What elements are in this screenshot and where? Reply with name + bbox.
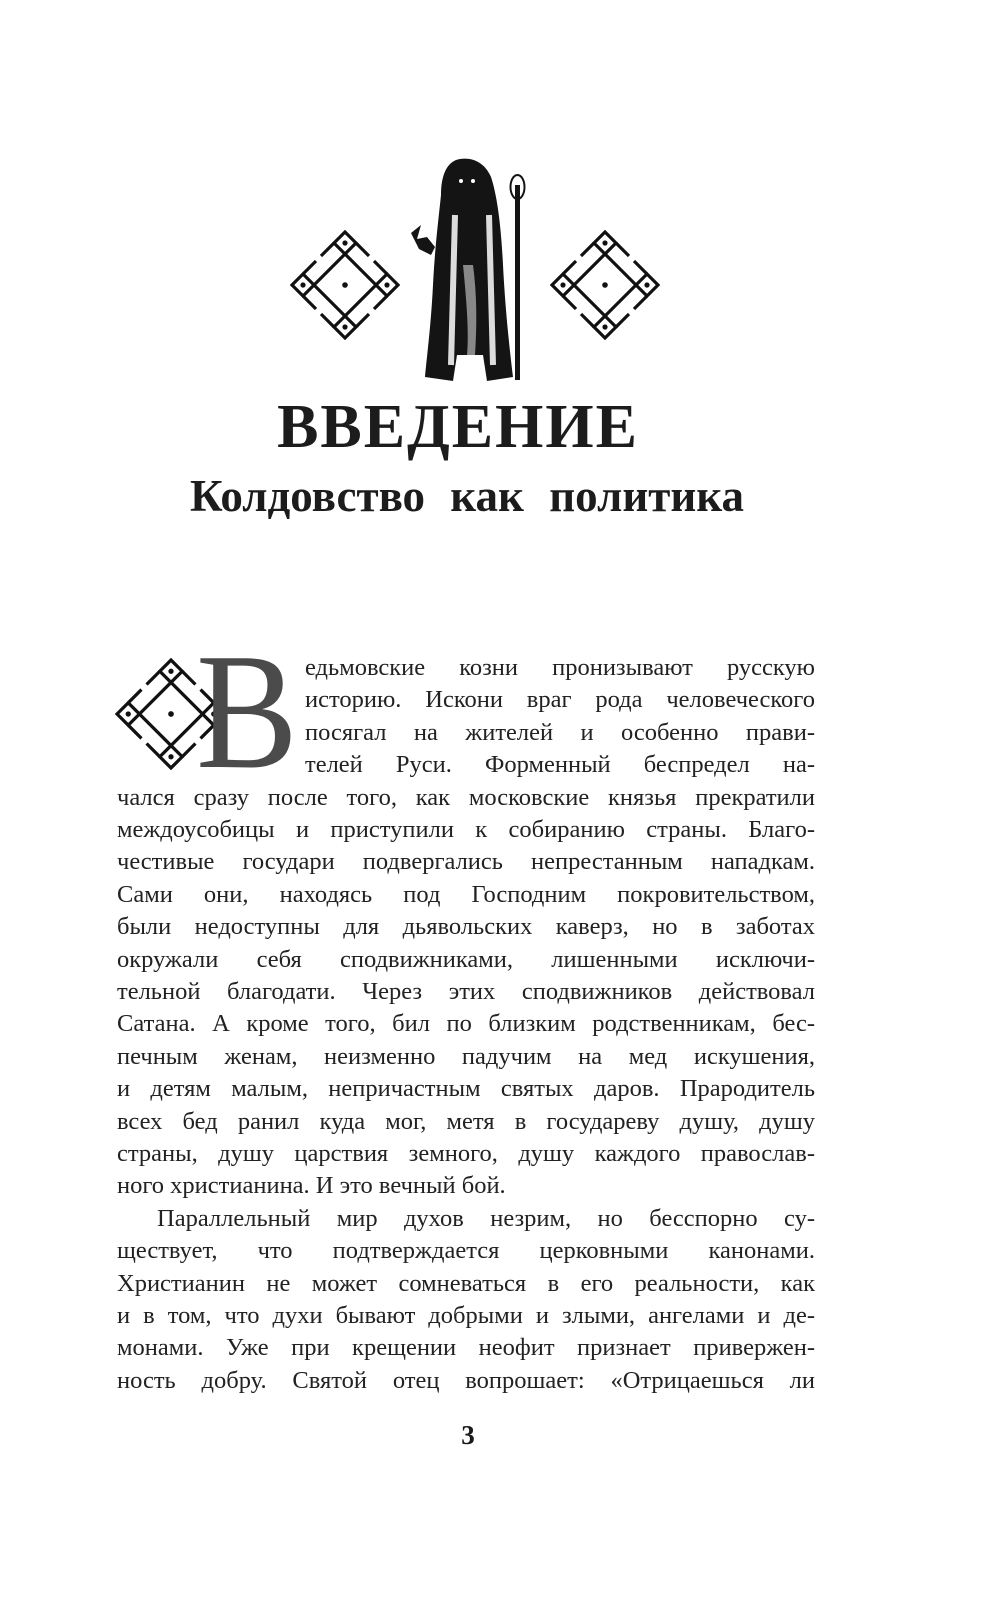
text-line: окружали себя сподвижниками, лишенными исключи- xyxy=(117,945,815,973)
text-line: ществует, что подтверждается церковными канонами. xyxy=(117,1237,815,1265)
text-line: тельной благодати. Через этих сподвижников действовал xyxy=(117,978,815,1005)
text-line: и в том, что духи бывают добрыми и злыми, ангелами и де- xyxy=(117,1302,815,1329)
text-line: междоусобицы и приступили к собиранию страны. Благо- xyxy=(117,816,815,843)
text-line: едьмовские козни пронизывают русскую xyxy=(305,654,815,681)
text-line: историю. Искони враг рода человеческого xyxy=(305,686,815,714)
drop-cap: В xyxy=(196,619,298,803)
ornament-right-icon xyxy=(550,230,660,340)
text-line: и детям малым, непричастным святых даров. Прародитель xyxy=(117,1075,815,1103)
text-line: посягал на жителей и особенно прави- xyxy=(305,718,815,746)
text-line: были недоступны для дьявольских каверз, но в заботах xyxy=(117,913,815,941)
text-line: всех бед ранил куда мог, метя в государеву душу, душу xyxy=(117,1107,815,1135)
text-line: Сами они, находясь под Господним покровительством, xyxy=(117,880,815,908)
text-line: телей Руси. Форменный беспредел на- xyxy=(305,751,815,779)
chapter-title: ВВЕДЕНИЕ xyxy=(277,393,639,461)
text-line: ного христианина. И это вечный бой. xyxy=(117,1172,506,1200)
page-number: 3 xyxy=(461,1420,475,1450)
text-line: печным женам, неизменно падучим на мед искушения, xyxy=(117,1042,815,1070)
text-line: монами. Уже при крещении неофит признает привержен- xyxy=(117,1334,815,1362)
text-line: Сатана. А кроме того, бил по близким родственникам, бес- xyxy=(117,1010,815,1038)
text-line: Параллельный мир духов незрим, но бесспорно су- xyxy=(157,1204,815,1232)
ornament-left-icon xyxy=(290,230,400,340)
text-line: честивые государи подвергались непрестанным нападкам. xyxy=(117,848,815,876)
chapter-subtitle: Колдовство как политика xyxy=(189,471,745,521)
text-line: чался сразу после того, как московские князья прекратили xyxy=(117,783,815,811)
text-line: страны, душу царствия земного, душу каждого православ- xyxy=(117,1140,815,1167)
text-line: Христианин не может сомневаться в его реальности, как xyxy=(117,1269,815,1297)
text-line: ность добру. Святой отец вопрошает: «Отрицаешься ли xyxy=(117,1366,815,1394)
sorcerer-illustration xyxy=(405,155,535,385)
